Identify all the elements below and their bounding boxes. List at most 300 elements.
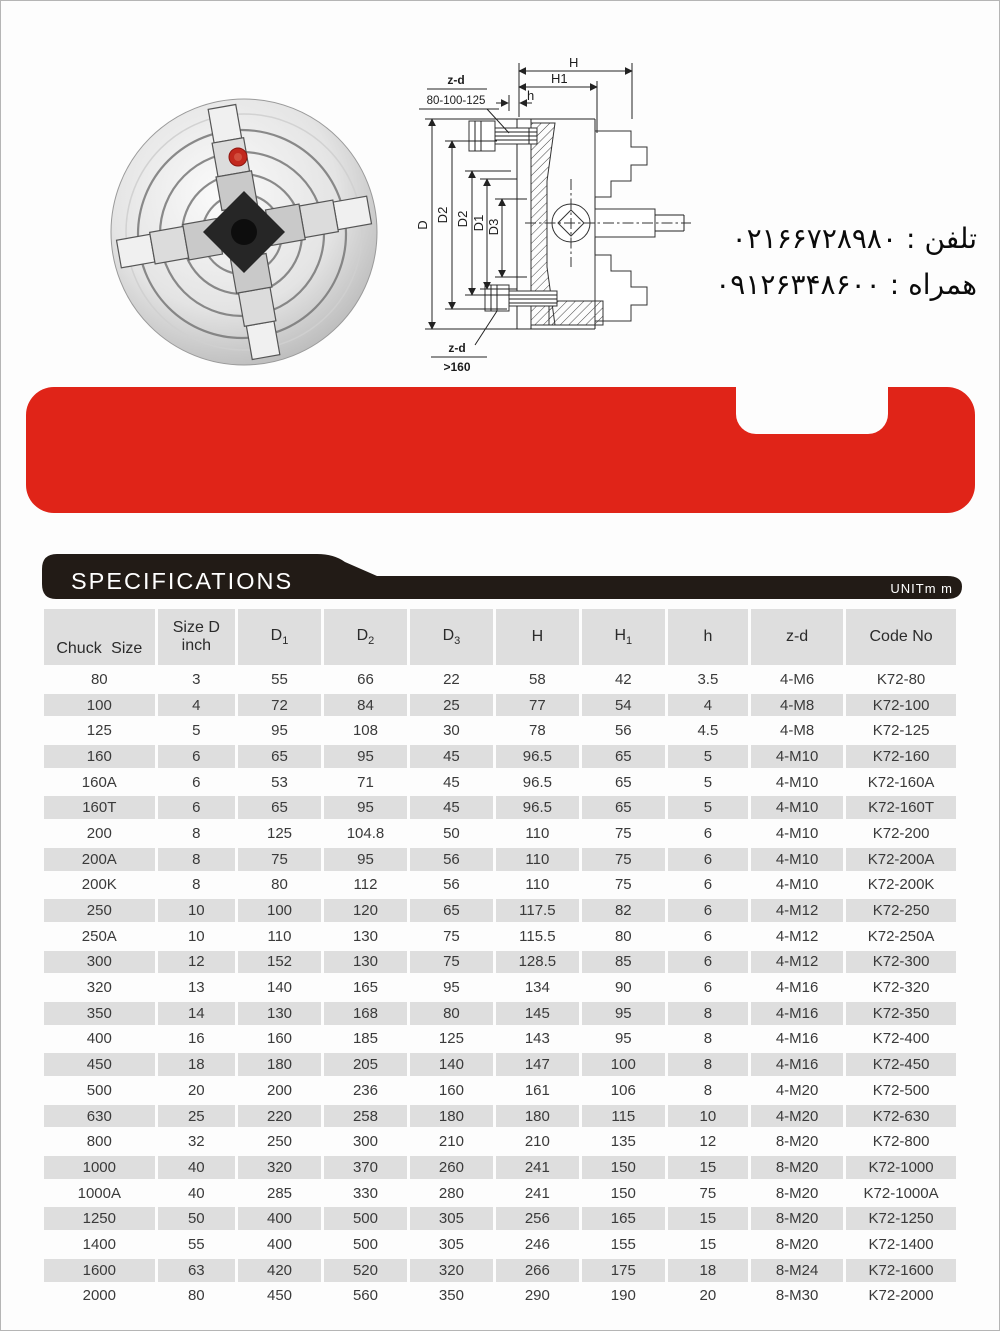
- table-cell: K72-80: [846, 665, 956, 691]
- table-cell: 1250: [44, 1204, 155, 1230]
- table-cell: 82: [582, 896, 665, 922]
- table-cell: 50: [158, 1204, 235, 1230]
- table-row: [44, 973, 956, 999]
- table-cell: 6: [668, 871, 748, 897]
- table-cell: 241: [496, 1179, 579, 1205]
- table-cell: 630: [44, 1102, 155, 1128]
- table-cell: 520: [324, 1256, 407, 1282]
- table-cell: K72-160: [846, 742, 956, 768]
- table-cell: 168: [324, 999, 407, 1025]
- mobile-number: ۰۹۱۲۶۳۴۸۶۰۰: [715, 267, 881, 301]
- table-row: [44, 871, 956, 897]
- table-cell: 10: [158, 922, 235, 948]
- table-cell: 125: [410, 1025, 493, 1051]
- table-row: [44, 999, 956, 1025]
- zd-bottom-range: >160: [443, 360, 471, 373]
- column-header: Size D inch: [158, 609, 235, 665]
- table-cell: 266: [496, 1256, 579, 1282]
- table-cell: 8-M20: [751, 1204, 843, 1230]
- table-cell: 5: [158, 716, 235, 742]
- table-cell: 305: [410, 1230, 493, 1256]
- mobile-line: [715, 261, 977, 307]
- dim-label-D1: D1: [471, 214, 486, 232]
- table-cell: 96.5: [496, 742, 579, 768]
- table-cell: 290: [496, 1282, 579, 1308]
- table-cell: 25: [158, 1102, 235, 1128]
- phone-number: ۰۲۱۶۶۷۲۸۹۸۰: [731, 221, 898, 255]
- dimension-D2b: [455, 171, 511, 295]
- table-row: [44, 922, 956, 948]
- table-cell: 75: [238, 845, 321, 871]
- table-cell: K72-350: [846, 999, 956, 1025]
- table-cell: 10: [668, 1102, 748, 1128]
- table-cell: 4-M12: [751, 948, 843, 974]
- table-cell: 75: [582, 819, 665, 845]
- table-cell: 95: [582, 1025, 665, 1051]
- table-cell: 3: [158, 665, 235, 691]
- table-cell: 75: [582, 871, 665, 897]
- table-cell: 14: [158, 999, 235, 1025]
- table-cell: 95: [238, 716, 321, 742]
- table-cell: 4-M10: [751, 768, 843, 794]
- colon-separator: :: [906, 221, 916, 255]
- table-cell: 75: [410, 948, 493, 974]
- table-cell: 15: [668, 1153, 748, 1179]
- table-cell: 220: [238, 1102, 321, 1128]
- table-cell: 106: [582, 1076, 665, 1102]
- table-cell: 16: [158, 1025, 235, 1051]
- table-cell: 130: [324, 922, 407, 948]
- table-cell: 4-M10: [751, 845, 843, 871]
- table-cell: 258: [324, 1102, 407, 1128]
- table-cell: 117.5: [496, 896, 579, 922]
- table-cell: 112: [324, 871, 407, 897]
- table-cell: 500: [44, 1076, 155, 1102]
- table-cell: K72-800: [846, 1127, 956, 1153]
- table-cell: 8: [158, 845, 235, 871]
- table-cell: 12: [668, 1127, 748, 1153]
- table-cell: 4-M16: [751, 973, 843, 999]
- table-cell: 40: [158, 1179, 235, 1205]
- table-cell: K72-200K: [846, 871, 956, 897]
- column-header: $D_1$: [238, 609, 321, 665]
- table-cell: 77: [496, 691, 579, 717]
- table-cell: 55: [238, 665, 321, 691]
- table-cell: 1600: [44, 1256, 155, 1282]
- table-cell: 95: [582, 999, 665, 1025]
- table-cell: K72-400: [846, 1025, 956, 1051]
- table-cell: 236: [324, 1076, 407, 1102]
- table-row: [44, 1179, 956, 1205]
- table-cell: 285: [238, 1179, 321, 1205]
- table-cell: 75: [668, 1179, 748, 1205]
- diagram-graphic: [399, 53, 699, 373]
- spec-table-container: [41, 609, 959, 1307]
- table-cell: 80: [44, 665, 155, 691]
- table-cell: 200: [44, 819, 155, 845]
- table-cell: 152: [238, 948, 321, 974]
- table-cell: 80: [410, 999, 493, 1025]
- table-cell: 54: [582, 691, 665, 717]
- table-row: [44, 1282, 956, 1308]
- table-cell: 241: [496, 1153, 579, 1179]
- table-cell: 4-M16: [751, 1025, 843, 1051]
- dim-label-D3: D3: [486, 218, 501, 236]
- table-cell: 4-M12: [751, 922, 843, 948]
- chuck-photo: [99, 89, 387, 377]
- table-cell: K72-1000: [846, 1153, 956, 1179]
- table-cell: K72-500: [846, 1076, 956, 1102]
- table-cell: 400: [238, 1230, 321, 1256]
- spec-table-body: [44, 665, 956, 1307]
- table-cell: 1000A: [44, 1179, 155, 1205]
- table-cell: 42: [582, 665, 665, 691]
- table-cell: 305: [410, 1204, 493, 1230]
- table-cell: 6: [668, 922, 748, 948]
- table-cell: 1400: [44, 1230, 155, 1256]
- table-cell: 115.5: [496, 922, 579, 948]
- table-cell: 320: [410, 1256, 493, 1282]
- table-cell: 13: [158, 973, 235, 999]
- table-cell: 55: [158, 1230, 235, 1256]
- table-cell: 84: [324, 691, 407, 717]
- technical-diagram: [399, 53, 699, 373]
- table-cell: 6: [668, 973, 748, 999]
- table-cell: 104.8: [324, 819, 407, 845]
- table-cell: 108: [324, 716, 407, 742]
- table-cell: 65: [238, 742, 321, 768]
- table-cell: 2000: [44, 1282, 155, 1308]
- dim-label-D2a: D2: [435, 206, 450, 224]
- table-cell: 125: [238, 819, 321, 845]
- table-cell: 56: [582, 716, 665, 742]
- table-cell: 78: [496, 716, 579, 742]
- table-cell: 330: [324, 1179, 407, 1205]
- table-cell: 100: [44, 691, 155, 717]
- table-cell: 4-M16: [751, 1050, 843, 1076]
- table-cell: 20: [158, 1076, 235, 1102]
- table-cell: 800: [44, 1127, 155, 1153]
- zd-bottom-label: z-d: [448, 341, 466, 355]
- table-cell: 150: [582, 1179, 665, 1205]
- table-cell: 8: [668, 1050, 748, 1076]
- table-cell: 6: [668, 845, 748, 871]
- table-cell: 53: [238, 768, 321, 794]
- table-cell: 165: [582, 1204, 665, 1230]
- table-cell: 8: [668, 999, 748, 1025]
- table-cell: 80: [238, 871, 321, 897]
- table-cell: 450: [44, 1050, 155, 1076]
- table-cell: 4-M10: [751, 871, 843, 897]
- table-cell: 200K: [44, 871, 155, 897]
- table-cell: 110: [238, 922, 321, 948]
- table-cell: 128.5: [496, 948, 579, 974]
- table-cell: K72-160A: [846, 768, 956, 794]
- dim-label-h: h: [527, 88, 535, 103]
- table-cell: 8-M24: [751, 1256, 843, 1282]
- table-cell: K72-200: [846, 819, 956, 845]
- table-cell: 205: [324, 1050, 407, 1076]
- table-cell: K72-320: [846, 973, 956, 999]
- table-cell: 180: [410, 1102, 493, 1128]
- table-row: [44, 742, 956, 768]
- table-cell: 125: [44, 716, 155, 742]
- dim-label-H1: H1: [551, 71, 568, 86]
- table-cell: 500: [324, 1204, 407, 1230]
- table-cell: 4-M10: [751, 742, 843, 768]
- table-cell: 200A: [44, 845, 155, 871]
- table-row: [44, 1025, 956, 1051]
- table-cell: 260: [410, 1153, 493, 1179]
- table-cell: 4-M12: [751, 896, 843, 922]
- table-cell: 180: [496, 1102, 579, 1128]
- table-cell: 40: [158, 1153, 235, 1179]
- table-cell: 4.5: [668, 716, 748, 742]
- dimension-D3: [486, 199, 527, 277]
- table-cell: 450: [238, 1282, 321, 1308]
- table-cell: 135: [582, 1127, 665, 1153]
- table-cell: 190: [582, 1282, 665, 1308]
- table-row: [44, 1256, 956, 1282]
- table-cell: 165: [324, 973, 407, 999]
- table-cell: 175: [582, 1256, 665, 1282]
- table-cell: K72-250A: [846, 922, 956, 948]
- table-cell: 4-M20: [751, 1102, 843, 1128]
- table-cell: 10: [158, 896, 235, 922]
- table-cell: 320: [44, 973, 155, 999]
- table-cell: 210: [496, 1127, 579, 1153]
- table-cell: 65: [582, 793, 665, 819]
- table-cell: 75: [582, 845, 665, 871]
- table-row: [44, 1204, 956, 1230]
- table-cell: K72-1600: [846, 1256, 956, 1282]
- table-cell: 20: [668, 1282, 748, 1308]
- specifications-title: SPECIFICATIONS: [71, 568, 294, 594]
- table-cell: 350: [44, 999, 155, 1025]
- table-cell: 65: [582, 768, 665, 794]
- table-cell: 95: [324, 742, 407, 768]
- table-cell: 4-M8: [751, 691, 843, 717]
- table-cell: 8: [158, 871, 235, 897]
- table-cell: 75: [410, 922, 493, 948]
- table-row: [44, 665, 956, 691]
- table-cell: 160T: [44, 793, 155, 819]
- table-cell: 50: [410, 819, 493, 845]
- table-row: [44, 716, 956, 742]
- red-banner-notch: [736, 383, 888, 434]
- table-cell: 65: [238, 793, 321, 819]
- table-cell: 6: [158, 768, 235, 794]
- table-cell: 130: [238, 999, 321, 1025]
- table-cell: 110: [496, 845, 579, 871]
- table-cell: K72-450: [846, 1050, 956, 1076]
- table-row: [44, 948, 956, 974]
- table-cell: 160: [238, 1025, 321, 1051]
- table-cell: K72-100: [846, 691, 956, 717]
- table-cell: K72-1000A: [846, 1179, 956, 1205]
- table-cell: 115: [582, 1102, 665, 1128]
- table-cell: 4: [668, 691, 748, 717]
- table-cell: 95: [410, 973, 493, 999]
- table-row: [44, 691, 956, 717]
- table-cell: K72-125: [846, 716, 956, 742]
- column-header: z-d: [751, 609, 843, 665]
- table-cell: 120: [324, 896, 407, 922]
- table-cell: 15: [668, 1230, 748, 1256]
- table-cell: 180: [238, 1050, 321, 1076]
- table-cell: 3.5: [668, 665, 748, 691]
- table-cell: 134: [496, 973, 579, 999]
- phone-line: [715, 215, 977, 261]
- table-cell: 45: [410, 793, 493, 819]
- table-cell: 300: [44, 948, 155, 974]
- table-cell: 15: [668, 1204, 748, 1230]
- column-header: $D_2$: [324, 609, 407, 665]
- dim-label-D2b: D2: [455, 210, 470, 228]
- table-row: [44, 1127, 956, 1153]
- zd-top-label: z-d: [447, 73, 465, 87]
- table-row: [44, 845, 956, 871]
- table-cell: 250: [44, 896, 155, 922]
- table-cell: 147: [496, 1050, 579, 1076]
- table-row: [44, 819, 956, 845]
- table-cell: 95: [324, 845, 407, 871]
- dim-label-D: D: [415, 220, 430, 230]
- table-cell: 65: [582, 742, 665, 768]
- column-header: $H_1$: [582, 609, 665, 665]
- top-screw: [469, 121, 537, 151]
- table-cell: 250A: [44, 922, 155, 948]
- table-cell: 58: [496, 665, 579, 691]
- table-cell: 320: [238, 1153, 321, 1179]
- table-cell: 280: [410, 1179, 493, 1205]
- table-cell: K72-1250: [846, 1204, 956, 1230]
- table-row: [44, 1050, 956, 1076]
- table-cell: 25: [410, 691, 493, 717]
- table-cell: 150: [582, 1153, 665, 1179]
- table-cell: 400: [238, 1204, 321, 1230]
- chuck-photo-graphic: [99, 89, 387, 377]
- table-cell: 185: [324, 1025, 407, 1051]
- table-row: [44, 1153, 956, 1179]
- table-cell: 100: [582, 1050, 665, 1076]
- table-cell: 18: [158, 1050, 235, 1076]
- table-cell: 96.5: [496, 793, 579, 819]
- phone-label: تلفن: [924, 221, 977, 255]
- table-cell: 6: [668, 819, 748, 845]
- table-cell: 8-M30: [751, 1282, 843, 1308]
- table-cell: 161: [496, 1076, 579, 1102]
- table-cell: 66: [324, 665, 407, 691]
- table-cell: 140: [238, 973, 321, 999]
- colon-separator: :: [889, 267, 900, 301]
- table-cell: 63: [158, 1256, 235, 1282]
- table-cell: 160A: [44, 768, 155, 794]
- table-cell: 8: [158, 819, 235, 845]
- table-cell: 400: [44, 1025, 155, 1051]
- table-cell: 6: [158, 793, 235, 819]
- table-cell: 65: [410, 896, 493, 922]
- dimension-h: [496, 88, 534, 111]
- column-header: h: [668, 609, 748, 665]
- table-cell: 95: [324, 793, 407, 819]
- table-cell: 71: [324, 768, 407, 794]
- zd-bottom-callout: [431, 341, 487, 373]
- table-cell: 80: [582, 922, 665, 948]
- specifications-banner: [41, 553, 969, 601]
- table-cell: 8: [668, 1025, 748, 1051]
- contact-info: [715, 215, 977, 307]
- table-cell: 56: [410, 845, 493, 871]
- spec-table: [41, 609, 959, 1307]
- table-cell: K72-2000: [846, 1282, 956, 1308]
- table-cell: 18: [668, 1256, 748, 1282]
- column-header: Code No: [846, 609, 956, 665]
- table-cell: 5: [668, 793, 748, 819]
- mobile-label: همراه: [908, 267, 977, 301]
- table-cell: K72-200A: [846, 845, 956, 871]
- table-cell: 200: [238, 1076, 321, 1102]
- table-cell: 420: [238, 1256, 321, 1282]
- table-cell: 45: [410, 742, 493, 768]
- table-cell: 85: [582, 948, 665, 974]
- table-cell: 90: [582, 973, 665, 999]
- table-cell: 5: [668, 742, 748, 768]
- table-cell: 8: [668, 1076, 748, 1102]
- table-cell: 110: [496, 819, 579, 845]
- table-cell: 30: [410, 716, 493, 742]
- table-cell: 8-M20: [751, 1127, 843, 1153]
- table-cell: 6: [668, 896, 748, 922]
- spec-table-header-row: [44, 609, 956, 665]
- table-cell: K72-630: [846, 1102, 956, 1128]
- table-cell: 96.5: [496, 768, 579, 794]
- table-cell: 155: [582, 1230, 665, 1256]
- table-row: [44, 1230, 956, 1256]
- table-row: [44, 793, 956, 819]
- table-cell: 160: [410, 1076, 493, 1102]
- table-cell: 6: [158, 742, 235, 768]
- table-cell: 8-M20: [751, 1230, 843, 1256]
- table-cell: 4: [158, 691, 235, 717]
- table-cell: 56: [410, 871, 493, 897]
- table-cell: 256: [496, 1204, 579, 1230]
- table-cell: 4-M20: [751, 1076, 843, 1102]
- table-cell: 140: [410, 1050, 493, 1076]
- table-cell: 4-M8: [751, 716, 843, 742]
- dim-label-H: H: [569, 55, 579, 70]
- table-cell: 145: [496, 999, 579, 1025]
- table-cell: 250: [238, 1127, 321, 1153]
- table-cell: K72-250: [846, 896, 956, 922]
- table-row: [44, 896, 956, 922]
- table-cell: 246: [496, 1230, 579, 1256]
- table-cell: 12: [158, 948, 235, 974]
- table-cell: K72-1400: [846, 1230, 956, 1256]
- table-cell: 45: [410, 768, 493, 794]
- table-cell: 4-M6: [751, 665, 843, 691]
- table-cell: 300: [324, 1127, 407, 1153]
- table-cell: 560: [324, 1282, 407, 1308]
- table-cell: 4-M10: [751, 819, 843, 845]
- table-cell: 130: [324, 948, 407, 974]
- table-cell: K72-160T: [846, 793, 956, 819]
- table-cell: 110: [496, 871, 579, 897]
- table-cell: 1000: [44, 1153, 155, 1179]
- table-cell: 350: [410, 1282, 493, 1308]
- table-row: [44, 768, 956, 794]
- table-row: [44, 1076, 956, 1102]
